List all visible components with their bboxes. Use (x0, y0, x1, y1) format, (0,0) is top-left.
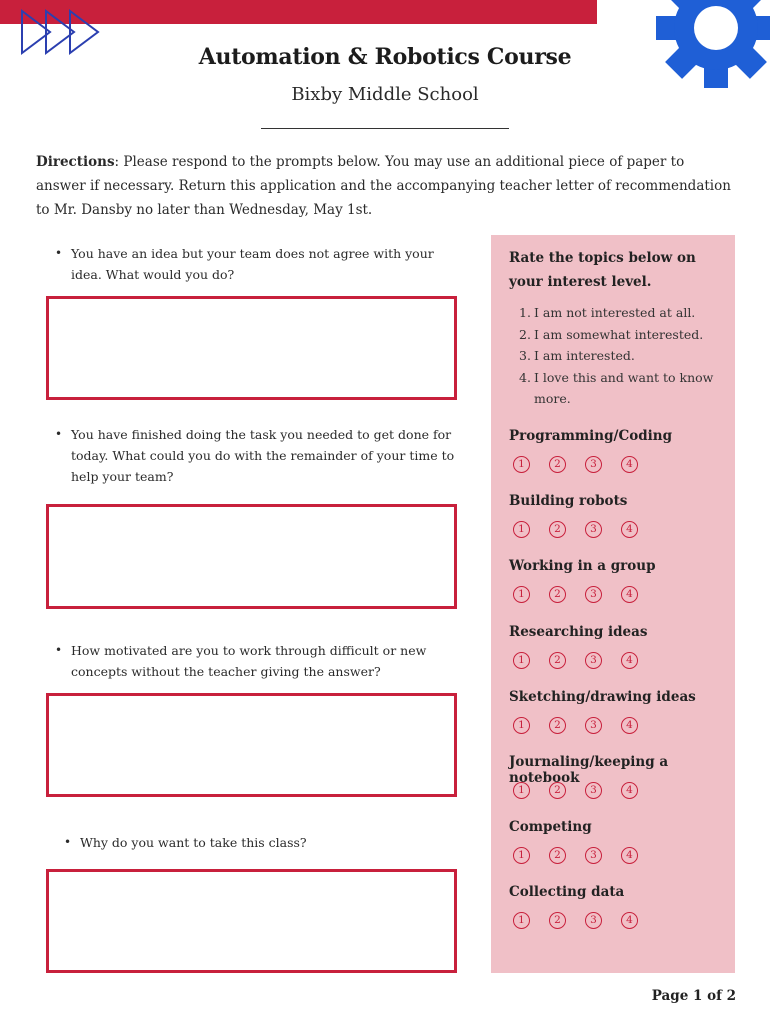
question-2 (55, 424, 455, 487)
rating-option-3[interactable]: 3 (585, 782, 602, 799)
question-3 (55, 640, 455, 682)
rating-option-4[interactable]: 4 (621, 782, 638, 799)
rating-scale-legend (519, 302, 729, 410)
rating-option-2[interactable]: 2 (549, 521, 566, 538)
rating-options-row (513, 521, 653, 541)
topic-label: Working in a group (509, 558, 656, 575)
bullet: • (64, 835, 72, 849)
rating-option-3[interactable]: 3 (585, 586, 602, 603)
directions-text: : Please respond to the prompts below. You may use an additional piece of paper to answer if necessary. Return this application and the accompanying teacher letter of recommendation to Mr. Dansby no later than Wednesday, May 1st. (36, 154, 731, 218)
rating-options-row (513, 717, 653, 737)
rating-option-2[interactable]: 2 (549, 782, 566, 799)
topic-label: Competing (509, 819, 592, 836)
scale-text: I am interested. (534, 348, 635, 363)
rating-option-1[interactable]: 1 (513, 782, 530, 799)
rating-option-1[interactable]: 1 (513, 652, 530, 669)
rating-options-row (513, 782, 653, 802)
scale-item (519, 367, 729, 410)
rating-options-row (513, 847, 653, 867)
rating-option-3[interactable]: 3 (585, 847, 602, 864)
rating-option-4[interactable]: 4 (621, 652, 638, 669)
rating-panel-heading: Rate the topics below on your interest level. (509, 250, 696, 290)
rating-option-1[interactable]: 1 (513, 456, 530, 473)
rating-option-2[interactable]: 2 (549, 912, 566, 929)
topic-label: Journaling/keeping a notebook (509, 754, 669, 786)
topic-label: Programming/Coding (509, 428, 673, 444)
rating-option-2[interactable]: 2 (549, 847, 566, 864)
topic-label: Researching ideas (509, 623, 648, 640)
topic-label: Sketching/drawing ideas (509, 688, 696, 705)
rating-options-row (513, 912, 653, 932)
rating-option-2[interactable]: 2 (549, 652, 566, 669)
question-4 (64, 832, 464, 853)
question-text: Why do you want to take this class? (80, 835, 307, 850)
rating-option-3[interactable]: 3 (585, 456, 602, 473)
rating-options-row (513, 652, 653, 672)
answer-box-1[interactable] (46, 296, 457, 400)
question-text: You have an idea but your team does not agree with your idea. What would you do? (71, 246, 434, 282)
rating-options-row (513, 456, 653, 476)
scale-item (519, 302, 729, 324)
directions-paragraph (36, 150, 736, 222)
scale-text: I am somewhat interested. (534, 326, 704, 342)
rating-options-row (513, 586, 653, 606)
rating-option-3[interactable]: 3 (585, 717, 602, 734)
topic-label: Collecting data (509, 884, 625, 901)
rating-option-4[interactable]: 4 (621, 912, 638, 929)
rating-option-1[interactable]: 1 (513, 847, 530, 864)
rating-option-1[interactable]: 1 (513, 717, 530, 734)
page-number: Page 1 of 2 (651, 988, 736, 1004)
rating-option-3[interactable]: 3 (585, 521, 602, 538)
rating-option-3[interactable]: 3 (585, 652, 602, 669)
rating-option-2[interactable]: 2 (549, 456, 566, 473)
scale-text: I am not interested at all. (534, 305, 696, 320)
page-title: Automation & Robotics Course (198, 44, 572, 70)
rating-option-1[interactable]: 1 (513, 912, 530, 929)
answer-box-2[interactable] (46, 504, 457, 609)
scale-number: 3. (519, 348, 531, 363)
question-text: You have finished doing the task you needed to get done for today. What could you do with the remainder of your time to help your team? (71, 427, 455, 484)
directions-label: Directions (36, 154, 115, 170)
scale-number: 1. (519, 305, 531, 320)
bullet: • (55, 246, 63, 260)
bullet: • (55, 643, 63, 657)
rating-option-4[interactable]: 4 (621, 521, 638, 538)
rating-option-2[interactable]: 2 (549, 717, 566, 734)
scale-item (519, 324, 729, 346)
topic-label: Building robots (509, 493, 628, 510)
rating-option-3[interactable]: 3 (585, 912, 602, 929)
answer-box-3[interactable] (46, 693, 457, 797)
rating-option-1[interactable]: 1 (513, 586, 530, 603)
title-divider (261, 128, 509, 129)
scale-number: 4. (519, 369, 531, 385)
page-subtitle: Bixby Middle School (291, 84, 479, 105)
question-1 (55, 243, 455, 285)
answer-box-4[interactable] (46, 869, 457, 973)
scale-text: I love this and want to know more. (534, 369, 714, 406)
rating-option-4[interactable]: 4 (621, 456, 638, 473)
scale-item (519, 345, 729, 367)
question-text: How motivated are you to work through difficult or new concepts without the teacher giving the answer? (71, 643, 427, 679)
rating-option-4[interactable]: 4 (621, 586, 638, 603)
rating-option-2[interactable]: 2 (549, 586, 566, 603)
scale-number: 2. (519, 326, 531, 342)
rating-option-4[interactable]: 4 (621, 847, 638, 864)
rating-option-4[interactable]: 4 (621, 717, 638, 734)
bullet: • (55, 427, 63, 441)
rating-option-1[interactable]: 1 (513, 521, 530, 538)
